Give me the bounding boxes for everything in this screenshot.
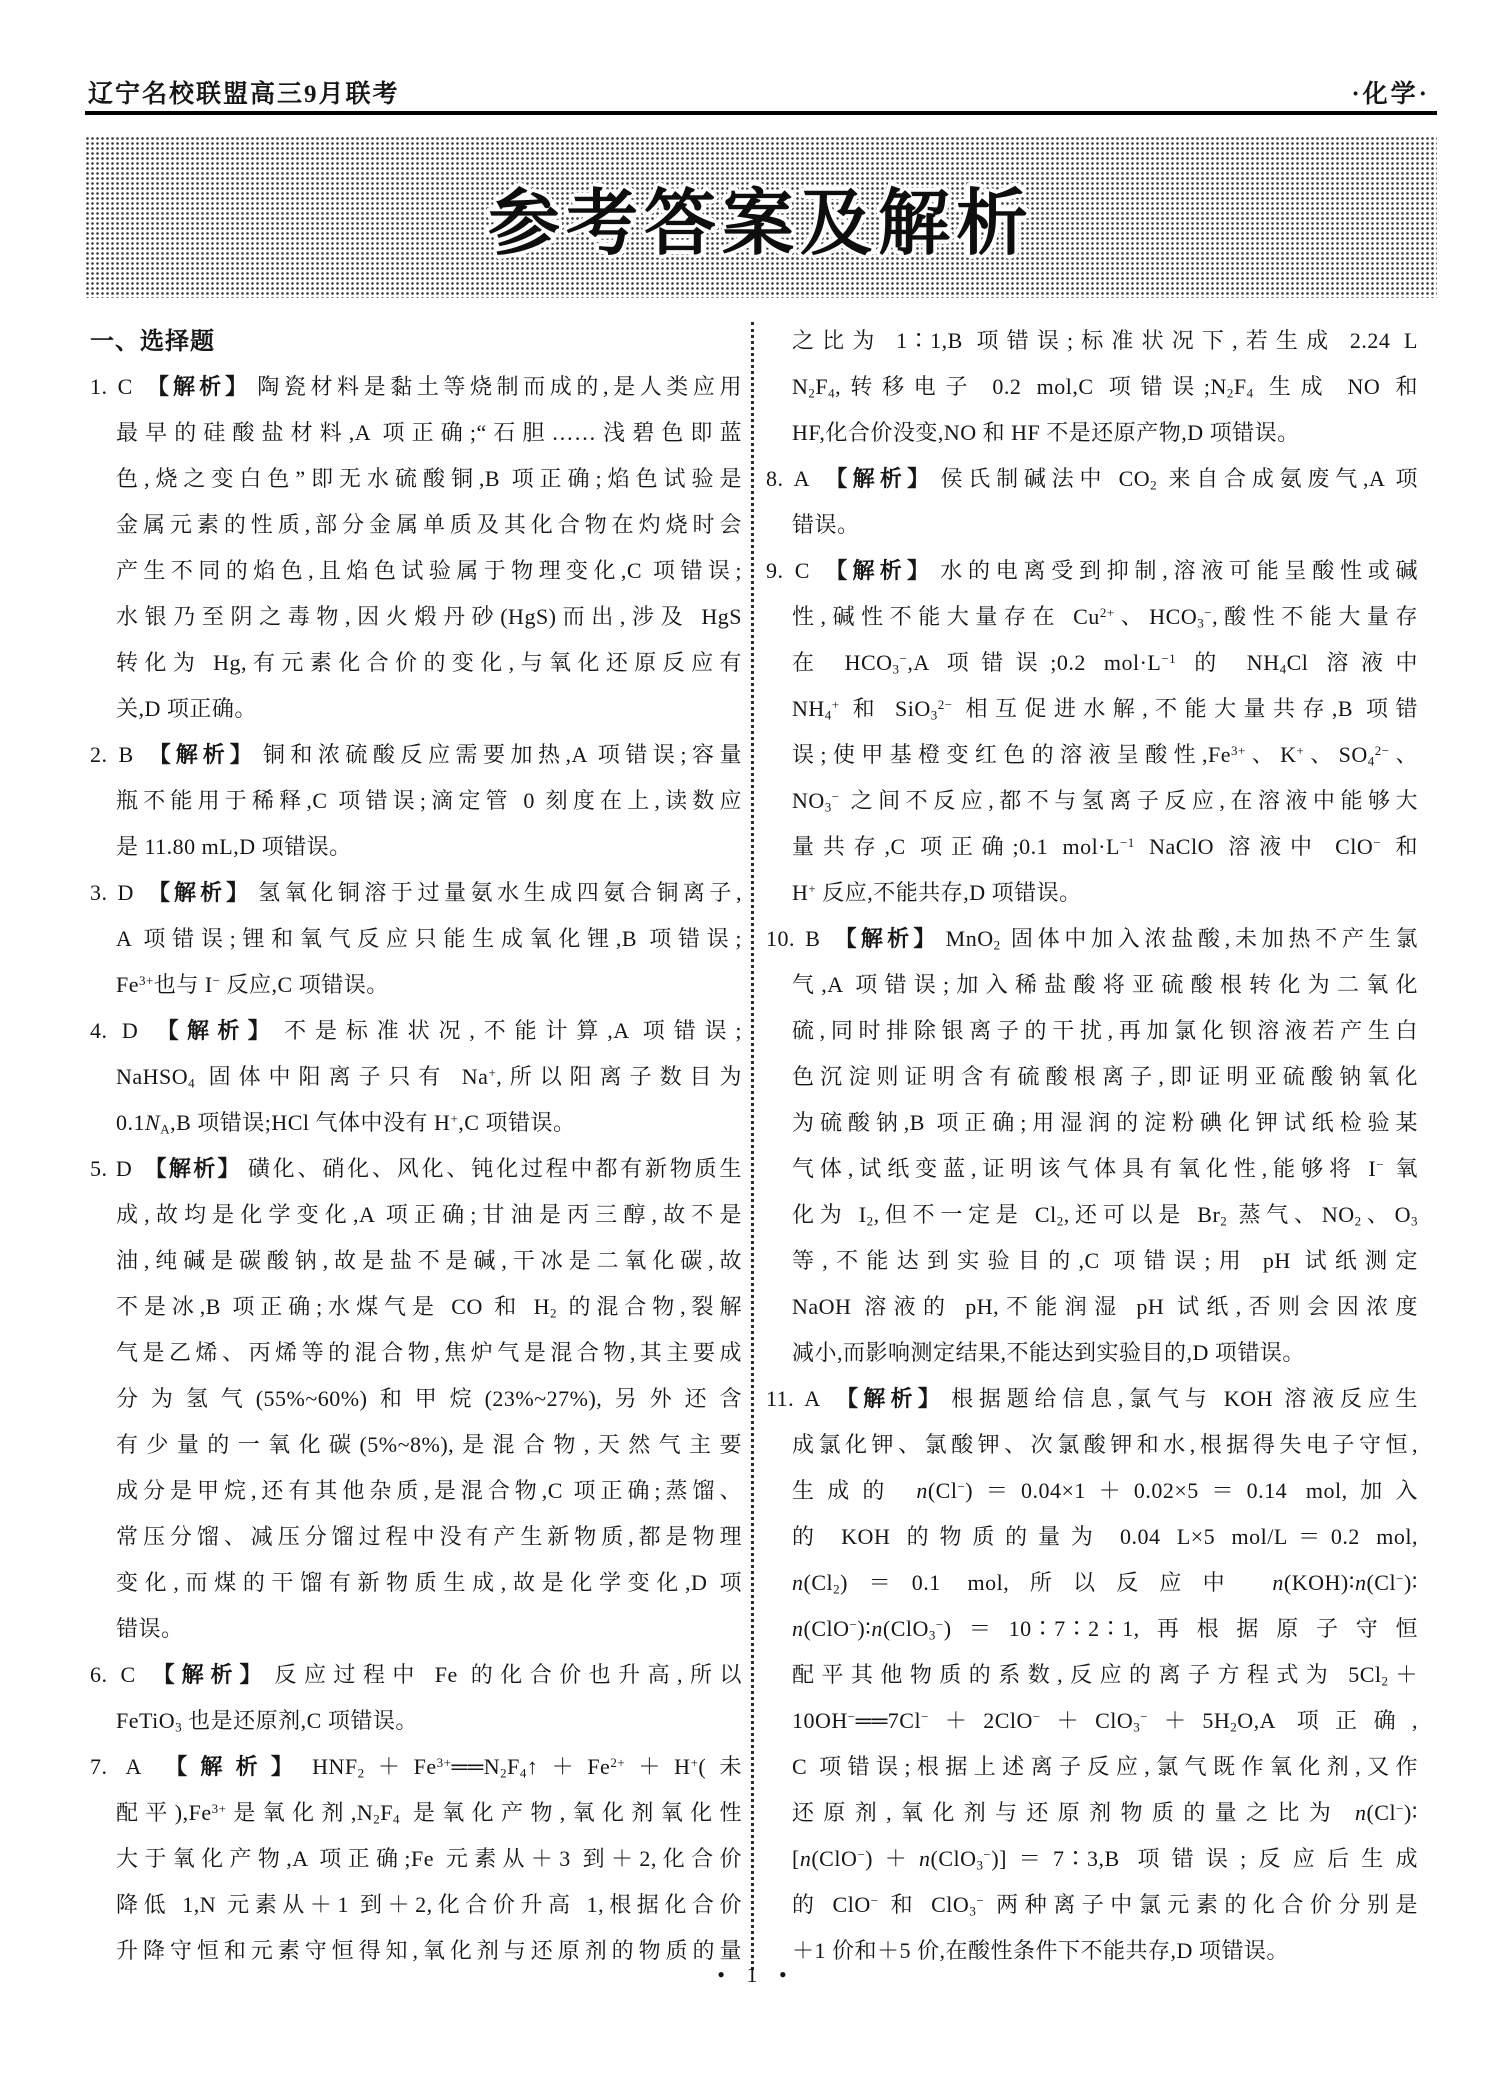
text-line: 错误。 bbox=[792, 512, 860, 537]
text-line: 的 KOH 的物质的量为 0.04 L×5 mol/L＝0.2 mol, bbox=[792, 1524, 1418, 1549]
left-column bbox=[90, 318, 742, 1974]
item-number-answer: 9. C bbox=[766, 558, 810, 583]
text-line: 8. A 【解析】 侯氏制碱法中 $CO_2$ 来自合成氨废气,A 项 bbox=[766, 466, 1418, 493]
text-line: 9. C 【解析】 水的电离受到抑制,溶液可能呈酸性或碱 bbox=[766, 558, 1418, 584]
item-number-answer: 4. D bbox=[90, 1018, 139, 1043]
text-line: H+ 反应,不能共存,D 项错误。 bbox=[792, 880, 1082, 905]
banner-title: 参考答案及解析 bbox=[487, 181, 1034, 265]
text-line: 气,A 项错误;加入稀盐酸将亚硫酸根转化为二氧化 bbox=[792, 972, 1418, 997]
text-line: 分为氢气(55%~60%)和甲烷(23%~27%),另外还含 bbox=[116, 1386, 742, 1411]
text-line: 5. D 【解析】 磺化、硝化、风化、钝化过程中都有新物质生 bbox=[90, 1156, 742, 1182]
answer-item bbox=[90, 1008, 742, 1146]
page-number: • 1 • bbox=[717, 1962, 787, 1987]
item-number-answer: 1. C bbox=[90, 374, 133, 399]
text-line: 7. A 【解析】 $HNF_2+Fe^{3+}══N_2F_4↑+Fe^{2+}+H^+$(未 bbox=[90, 1754, 742, 1781]
text-line: ＋1 价和＋5 价,在酸性条件下不能共存,D 项错误。 bbox=[792, 1938, 1289, 1963]
analysis-tag: 【解析】 bbox=[143, 881, 253, 906]
text-line: 气体,试纸变蓝,证明该气体具有氧化性,能够将 I− 氧 bbox=[792, 1156, 1418, 1181]
text-line: 11. A 【解析】 根据题给信息,氯气与 KOH 溶液反应生 bbox=[766, 1386, 1418, 1412]
text-line: 变化,而煤的干馏有新物质生成,故是化学变化,D 项 bbox=[116, 1570, 742, 1595]
text-line: 为硫酸钠,B 项正确;用湿润的淀粉碘化钾试纸检验某 bbox=[792, 1110, 1418, 1135]
text-line: [n(ClO−)＋n(ClO$_3$−)]＝7∶3,B 项错误;反应后生成 bbox=[792, 1846, 1418, 1873]
item-number-answer: 11. A bbox=[766, 1386, 821, 1411]
text-line: 常压分馏、减压分馏过程中没有产生新物质,都是物理 bbox=[116, 1524, 742, 1549]
item-number-answer: 5. D bbox=[90, 1156, 133, 1181]
text-line: 错误。 bbox=[116, 1616, 184, 1641]
text-line: 转化为 Hg,有元素化合价的变化,与氧化还原反应有 bbox=[116, 650, 742, 675]
text-line: 性,碱性不能大量存在 $Cu^{2+}$、$HCO_3^-$,酸性不能大量存 bbox=[792, 604, 1418, 631]
text-line: 最早的硅酸盐材料,A 项正确;“石胆……浅碧色即蓝 bbox=[116, 420, 742, 445]
text-line: 大于氧化产物,A 项正确;Fe 元素从＋3 到＋2,化合价 bbox=[116, 1846, 742, 1871]
text-line: 不是冰,B 项正确;水煤气是 CO 和 $H_2$ 的混合物,裂解 bbox=[116, 1294, 742, 1321]
answer-item bbox=[766, 916, 1418, 1376]
text-line: $Fe^{3+}$也与 I− 反应,C 项错误。 bbox=[116, 972, 389, 997]
text-line: 有少量的一氧化碳(5%~8%),是混合物,天然气主要 bbox=[116, 1432, 742, 1457]
answer-item-continuation bbox=[766, 318, 1418, 456]
text-line: 是 11.80 mL,D 项错误。 bbox=[116, 834, 352, 859]
item-number-answer: 3. D bbox=[90, 880, 134, 905]
text-line: 降低 1,N 元素从＋1 到＋2,化合价升高 1,根据化合价 bbox=[116, 1892, 742, 1917]
right-column bbox=[766, 318, 1418, 1974]
header-rule bbox=[85, 111, 1437, 115]
answer-item bbox=[90, 870, 742, 1008]
text-line: 气是乙烯、丙烯等的混合物,焦炉气是混合物,其主要成 bbox=[116, 1340, 742, 1365]
text-line: 成氯化钾、氯酸钾、次氯酸钾和水,根据得失电子守恒, bbox=[792, 1432, 1418, 1457]
text-line: A 项错误;锂和氧气反应只能生成氧化锂,B 项错误; bbox=[116, 926, 742, 951]
page-footer bbox=[0, 1962, 1504, 1988]
text-line: HF,化合价没变,NO 和 HF 不是还原产物,D 项错误。 bbox=[792, 420, 1300, 445]
text-line: 金属元素的性质,部分金属单质及其化合物在灼烧时会 bbox=[116, 512, 742, 537]
text-line: 10. B 【解析】 MnO$_2$ 固体中加入浓盐酸,未加热不产生氯 bbox=[766, 926, 1418, 953]
text-line: 色沉淀则证明含有硫酸根离子,即证明亚硫酸钠氧化 bbox=[792, 1064, 1418, 1089]
answer-item bbox=[90, 1146, 742, 1652]
text-line: 4. D 【解析】 不是标准状况,不能计算,A 项错误; bbox=[90, 1018, 742, 1044]
text-line: 还原剂,氧化剂与还原剂物质的量之比为 n(Cl−)∶ bbox=[792, 1800, 1418, 1825]
column-divider bbox=[751, 322, 754, 1970]
text-line: 3. D 【解析】 氢氧化铜溶于过量氨水生成四氨合铜离子, bbox=[90, 880, 742, 906]
text-line: NaHSO$_4$ 固体中阳离子只有 Na+,所以阳离子数目为 bbox=[116, 1064, 742, 1091]
text-line: 2. B 【解析】 铜和浓硫酸反应需要加热,A 项错误;容量 bbox=[90, 742, 742, 768]
text-line: FeTiO$_3$ 也是还原剂,C 项错误。 bbox=[116, 1708, 418, 1735]
content-columns bbox=[90, 318, 1440, 1978]
analysis-tag: 【解析】 bbox=[830, 927, 940, 952]
item-number-answer: 8. A bbox=[766, 466, 810, 491]
answer-item bbox=[90, 1744, 742, 1974]
answer-item bbox=[766, 1376, 1418, 1974]
answer-banner bbox=[85, 136, 1437, 298]
analysis-tag: 【解析】 bbox=[142, 375, 252, 400]
analysis-tag: 【解析】 bbox=[830, 1387, 946, 1412]
text-line: 等,不能达到实验目的,C 项错误;用 pH 试纸测定 bbox=[792, 1248, 1418, 1273]
analysis-tag: 【解析】 bbox=[819, 559, 935, 584]
text-line: 量共存,C 项正确;0.1 $mol\cdot L^{-1}$ NaClO 溶液中 ClO− 和 bbox=[792, 834, 1418, 859]
text-line: 的 ClO− 和 ClO$_3$− 两种离子中氯元素的化合价分别是 bbox=[792, 1892, 1418, 1919]
answer-item bbox=[766, 548, 1418, 916]
text-line: $NO_3^-$ 之间不反应,都不与氢离子反应,在溶液中能够大 bbox=[792, 788, 1418, 815]
text-line: 油,纯碱是碳酸钠,故是盐不是碱,干冰是二氧化碳,故 bbox=[116, 1248, 742, 1273]
text-line: 成,故均是化学变化,A 项正确;甘油是丙三醇,故不是 bbox=[116, 1202, 742, 1227]
text-line: 成分是甲烷,还有其他杂质,是混合物,C 项正确;蒸馏、 bbox=[116, 1478, 742, 1503]
text-line: 6. C 【解析】 反应过程中 Fe 的化合价也升高,所以 bbox=[90, 1662, 742, 1688]
analysis-tag: 【解析】 bbox=[151, 1755, 307, 1780]
answer-item bbox=[766, 456, 1418, 548]
text-line: 生成的 n(Cl−)＝0.04×1＋0.02×5＝0.14 mol,加入 bbox=[792, 1478, 1418, 1503]
text-line: 1. C 【解析】 陶瓷材料是黏土等烧制而成的,是人类应用 bbox=[90, 374, 742, 400]
text-line: 误;使甲基橙变红色的溶液呈酸性$,Fe^{3+}$、K+、$SO_4^{2-}$、 bbox=[792, 742, 1418, 769]
text-line: $n(Cl_2)=0.1$ mol,所以反应中 n(KOH)∶n(Cl−)∶ bbox=[792, 1570, 1418, 1597]
text-line: NaOH 溶液的 pH,不能润湿 pH 试纸,否则会因浓度 bbox=[792, 1294, 1418, 1319]
header-subject-label: ·化学· bbox=[1351, 81, 1430, 108]
text-line: $N_2F_4$,转移电子 0.2 mol,C 项错误$;N_2F_4$ 生成 NO 和 bbox=[792, 374, 1418, 401]
answer-item bbox=[90, 364, 742, 732]
analysis-tag: 【解析】 bbox=[145, 1663, 269, 1688]
text-line: n(ClO−)∶n(ClO$_3$−)＝10∶7∶2∶1,再根据原子守恒 bbox=[792, 1616, 1418, 1643]
text-line: 色,烧之变白色”即无水硫酸铜,B 项正确;焰色试验是 bbox=[116, 466, 742, 491]
text-line: 化为 $I_2$,但不一定是 $Cl_2$,还可以是 $Br_2$ 蒸气、$NO_2$、$O_3$ bbox=[792, 1202, 1418, 1229]
text-line: $0.1N_A,B$ 项错误;HCl 气体中没有 H+,C 项错误。 bbox=[116, 1110, 576, 1137]
text-line: 升降守恒和元素守恒得知,氧化剂与还原剂的物质的量 bbox=[116, 1938, 742, 1963]
text-line: 在 $HCO_3^-,A$ 项错误;0.2 $mol\cdot L^{-1}$ 的 $NH_4Cl$ 溶液中 bbox=[792, 650, 1418, 677]
analysis-tag: 【解析】 bbox=[148, 1019, 279, 1044]
text-line: 瓶不能用于稀释,C 项错误;滴定管 0 刻度在上,读数应 bbox=[116, 788, 742, 813]
text-line: $10OH^-══7Cl^-+2ClO^-+ClO_3^-+5H_2O,A$ 项正确, bbox=[792, 1708, 1418, 1735]
answer-item bbox=[90, 732, 742, 870]
item-number-answer: 2. B bbox=[90, 742, 134, 767]
answer-item bbox=[90, 1652, 742, 1744]
text-line: 水银乃至阴之毒物,因火煅丹砂(HgS)而出,涉及 HgS bbox=[116, 604, 742, 629]
analysis-tag: 【解析】 bbox=[819, 467, 935, 492]
text-line: 之比为 1∶1,B 项错误;标准状况下,若生成 2.24 L bbox=[792, 328, 1418, 353]
analysis-tag: 【解析】 bbox=[143, 743, 257, 768]
text-line: 减小,而影响测定结果,不能达到实验目的,D 项错误。 bbox=[792, 1340, 1305, 1365]
text-line: C 项错误;根据上述离子反应,氯气既作氧化剂,又作 bbox=[792, 1754, 1418, 1779]
analysis-tag: 【解析】 bbox=[142, 1157, 242, 1182]
text-line: 配平其他物质的系数,反应的离子方程式为 $5Cl_2+$ bbox=[792, 1662, 1418, 1689]
text-line: 硫,同时排除银离子的干扰,再加氯化钡溶液若产生白 bbox=[792, 1018, 1418, 1043]
text-line: 关,D 项正确。 bbox=[116, 696, 257, 721]
item-number-answer: 6. C bbox=[90, 1662, 136, 1687]
item-number-answer: 10. B bbox=[766, 926, 821, 951]
item-number-answer: 7. A bbox=[90, 1754, 142, 1779]
section-heading: 一、选择题 bbox=[90, 327, 215, 355]
text-line: $NH_4^+$ 和 SiO$_3^{2-}$ 相互促进水解,不能大量共存,B 项错 bbox=[792, 696, 1418, 723]
text-line: 产生不同的焰色,且焰色试验属于物理变化,C 项错误; bbox=[116, 558, 742, 583]
text-line: 配平)$,Fe^{3+}$是氧化剂$,N_2F_4$ 是氧化产物,氧化剂氧化性 bbox=[116, 1800, 742, 1827]
header-exam-title: 辽宁名校联盟高三9月联考 bbox=[88, 81, 400, 108]
